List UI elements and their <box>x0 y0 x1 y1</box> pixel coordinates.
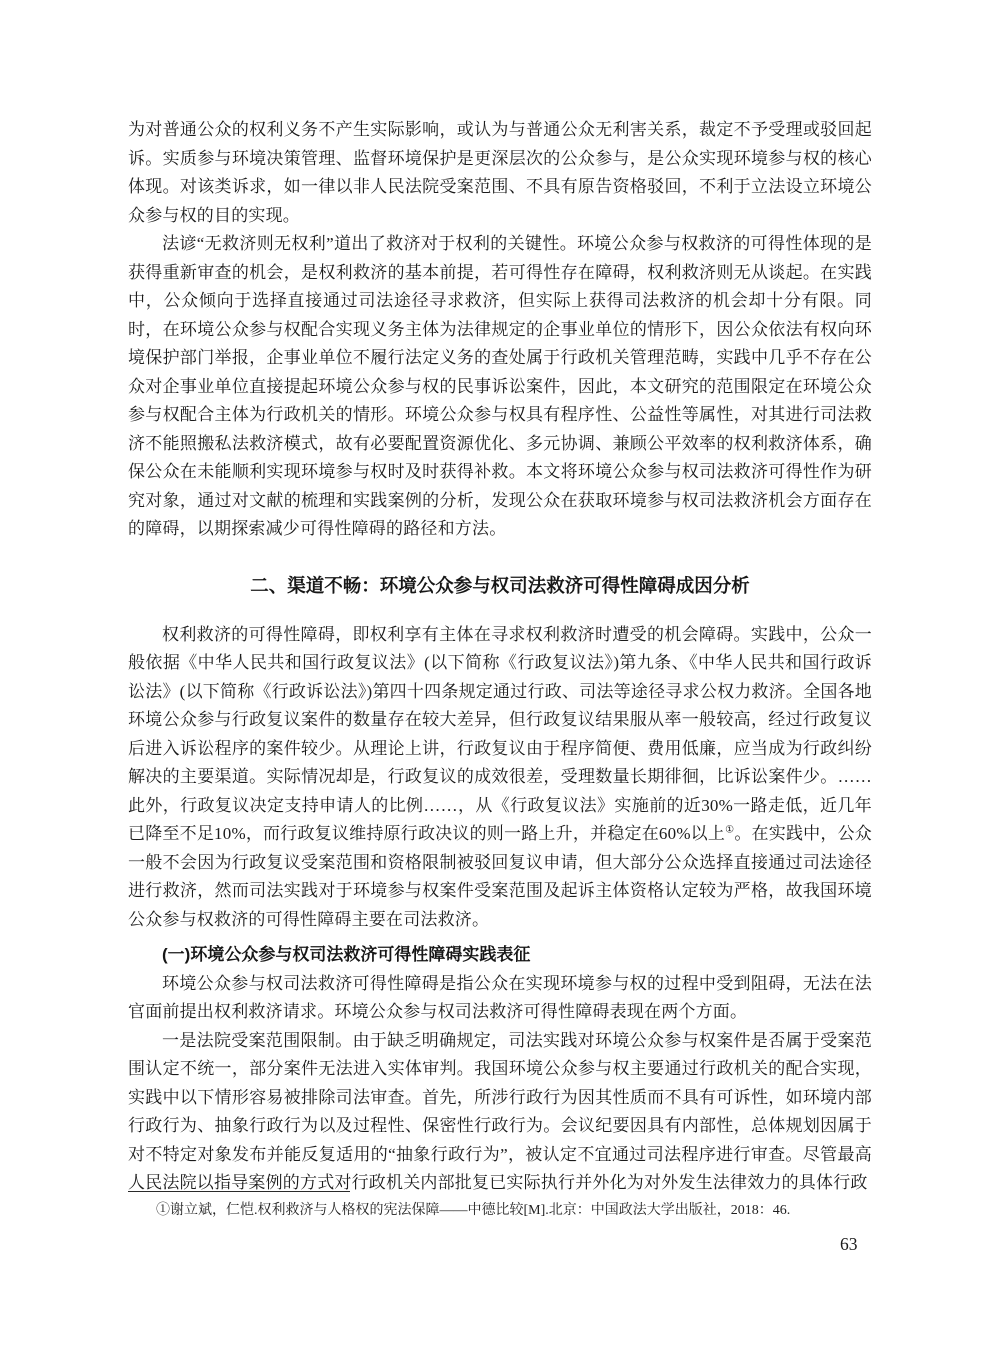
body-paragraph: 一是法院受案范围限制。由于缺乏明确规定，司法实践对环境公众参与权案件是否属于受案范围认定不统一，部分案件无法进入实体审判。我国环境公众参与权主要通过行政机关的配合实现，实践中以下情形容易被排除司法审查。首先，所涉行政行为因其性质而不具有可诉性，如环境内部行政行为、抽象行政行为以及过程性、保密性行政行为。会议纪要因具有内部性，总体规划因属于对不特定对象发布并能反复适用的“抽象行政行为”，被认定不宜通过司法程序进行审查。尽管最高人民法院以指导案例的方式对行政机关内部批复已实际执行并外化为对外发生法律效力的具体行政 <box>128 1030 872 1192</box>
body-paragraph-continuation: 为对普通公众的权利义务不产生实际影响，或认为与普通公众无利害关系，裁定不予受理或驳回起诉。实质参与环境决策管理、监督环境保护是更深层次的公众参与，是公众实现环境参与权的核心体现。对该类诉求，如一律以非人民法院受案范围、不具有原告资格驳回，不利于立法设立环境公众参与权的目的实现。 <box>128 120 872 225</box>
paragraph-text: 权利救济的可得性障碍，即权利享有主体在寻求权利救济时遭受的机会障碍。实践中，公众一般依据《中华人民共和国行政复议法》(以下简称《行政复议法》)第九条、《中华人民共和国行政诉讼法》(以下简称《行政诉讼法》)第四十四条规定通过行政、司法等途径寻求公权力救济。全国各地环境公众参与行政复议案件的数量存在较大差异，但行政复议结果服从率一般较高，经过行政复议后进入诉讼程序的案件较少。从理论上讲，行政复议由于程序简便、费用低廉，应当成为行政纠纷解决的主要渠道。实际情况却是，行政复议的成效很差，受理数量长期徘徊，比诉讼案件少。……此外，行政复议决定支持申请人的比例……，从《行政复议法》实施前的近30%一路走低，近几年已降至不足10%，而行政复议维持原行政决议的则一路上升，并稳定在60%以上 <box>128 624 872 843</box>
main-text-column <box>128 116 872 1198</box>
paragraph-text: 。在实践中，公众一般不会因为行政复议受案范围和资格限制被驳回复议申请，但大部分公众选择直接通过司法途径进行救济，然而司法实践对于环境参与权案件受案范围及起诉主体资格认定较为严格，故我国环境公众参与权救济的可得性障碍主要在司法救济。 <box>128 824 872 929</box>
section-heading: 二、渠道不畅：环境公众参与权司法救济可得性障碍成因分析 <box>250 574 750 596</box>
body-paragraph: 环境公众参与权司法救济可得性障碍是指公众在实现环境参与权的过程中受到阻碍，无法在法官面前提出权利救济请求。环境公众参与权司法救济可得性障碍表现在两个方面。 <box>128 973 872 1021</box>
footnote-citation: ①谢立斌，仁恺.权利救济与人格权的宪法保障——中德比较[M].北京：中国政法大学出版社，2018：46. <box>156 1203 791 1218</box>
footnote-divider-rule <box>128 1191 350 1192</box>
body-paragraph: 法谚“无救济则无权利”道出了救济对于权利的关键性。环境公众参与权救济的可得性体现的是获得重新审查的机会，是权利救济的基本前提，若可得性存在障碍，权利救济则无从谈起。在实践中，公众倾向于选择直接通过司法途径寻求救济，但实际上获得司法救济的机会却十分有限。同时，在环境公众参与权配合实现义务主体为法律规定的企事业单位的情形下，因公众依法有权向环境保护部门举报，企事业单位不履行法定义务的查处属于行政机关管理范畴，实践中几乎不存在公众对企事业单位直接提起环境公众参与权的民事诉讼案件，因此，本文研究的范围限定在环境公众参与权配合主体为行政机关的情形。环境公众参与权具有程序性、公益性等属性，对其进行司法救济不能照搬私法救济模式，故有必要配置资源优化、多元协调、兼顾公平效率的权利救济体系，确保公众在未能顺利实现环境参与权时及时获得补救。本文将环境公众参与权司法救济可得性作为研究对象，通过对文献的梳理和实践案例的分析，发现公众在获取环境参与权司法救济机会方面存在的障碍，以期探索减少可得性障碍的路径和方法。 <box>128 234 872 538</box>
subsection-heading: (一)环境公众参与权司法救济可得性障碍实践表征 <box>162 945 531 964</box>
page-number: 63 <box>840 1234 858 1254</box>
body-paragraph <box>128 621 872 935</box>
footnote-area <box>128 1191 872 1221</box>
footnote-reference-marker: ① <box>725 824 735 836</box>
